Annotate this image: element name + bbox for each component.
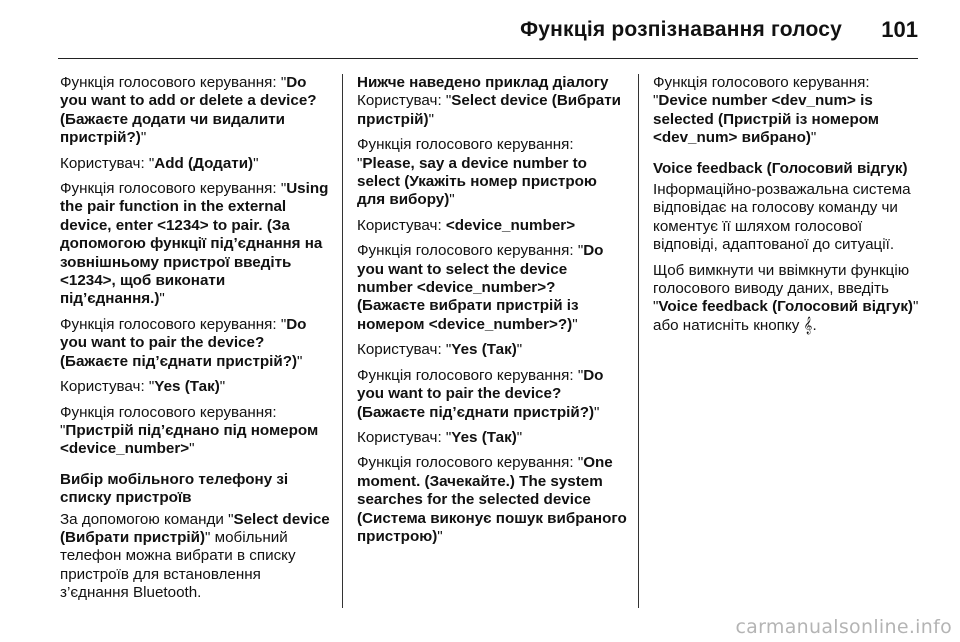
dialog-line: Функція голосового керування: "Do you want to select the device number <device_number>? (Бажаєте вибрати пристрій із номером <device_number>?)" xyxy=(357,242,604,333)
column-2 xyxy=(357,74,627,553)
page-header xyxy=(0,0,960,60)
page-title: Функція розпізнавання голосу xyxy=(520,18,842,41)
column-divider-1 xyxy=(342,74,343,608)
dialog-line: Функція голосового керування: "Using the pair function in the external device, enter <1234> to pair. (За допомогою функції під’єднання на зовнішньому пристрої введіть <1234>, щоб виконати під’єднання.)" xyxy=(60,180,329,308)
dialog-line: Функція голосового керування: "Пристрій під’єднано під номером <device_number>" xyxy=(60,403,319,458)
dialog-line: Функція голосового керування: "Device number <dev_num> is selected (Пристрій із номером <dev_num> вибрано)" xyxy=(653,74,880,147)
page-number: 101 xyxy=(881,17,918,42)
section-heading: Нижче наведено приклад діалогу xyxy=(357,74,609,91)
column-1 xyxy=(60,74,332,610)
body-paragraph: За допомогою команди "Select device (Вибрати пристрій)" мобільний телефон можна вибрати в списку пристроїв для встановлення з’єднання Bluetooth. xyxy=(60,510,330,602)
section-heading: Вибір мобільного телефону зі списку пристроїв xyxy=(60,470,289,507)
dialog-line: Користувач: "Yes (Так)" xyxy=(357,428,523,446)
dialog-line: Користувач: <device_number> xyxy=(357,216,576,234)
dialog-line: Функція голосового керування: "Please, say a device number to select (Укажіть номер пристрою для вибору)" xyxy=(357,136,597,209)
voice-command-icon: 𝄞 xyxy=(803,316,813,334)
column-divider-2 xyxy=(638,74,639,608)
dialog-line: Функція голосового керування: "One moment. (Зачекайте.) The system searches for the selected device (Система виконує пошук вибраного пристрою)" xyxy=(357,454,627,545)
dialog-line: Функція голосового керування: "Do you want to pair the device? (Бажаєте під’єднати пристрій?)" xyxy=(60,315,307,370)
dialog-line: Користувач: "Add (Додати)" xyxy=(60,154,259,172)
dialog-line: Функція голосового керування: "Do you want to add or delete a device? (Бажаєте додати чи видалити пристрій?)" xyxy=(60,74,317,147)
body-paragraph: Інформаційно-розважальна система відповідає на голосову команду чи коментує її шляхом голосової відповіді, адаптованої до ситуації. xyxy=(653,181,911,254)
dialog-line: Користувач: "Select device (Вибрати пристрій)" xyxy=(357,92,622,128)
body-paragraph: Щоб вимкнути чи ввімкнути функцію голосового виводу даних, введіть "Voice feedback (Голосовий відгук)" або натисніть кнопку 𝄞. xyxy=(653,261,919,334)
dialog-line: Користувач: "Yes (Так)" xyxy=(60,378,226,396)
dialog-line: Функція голосового керування: "Do you want to pair the device? (Бажаєте під’єднати пристрій?)" xyxy=(357,366,604,421)
section-heading: Voice feedback (Голосовий відгук) xyxy=(653,159,908,177)
header-divider xyxy=(58,58,918,59)
watermark: carmanualsonline.info xyxy=(735,616,952,638)
dialog-line: Користувач: "Yes (Так)" xyxy=(357,341,523,359)
column-3 xyxy=(653,74,925,342)
